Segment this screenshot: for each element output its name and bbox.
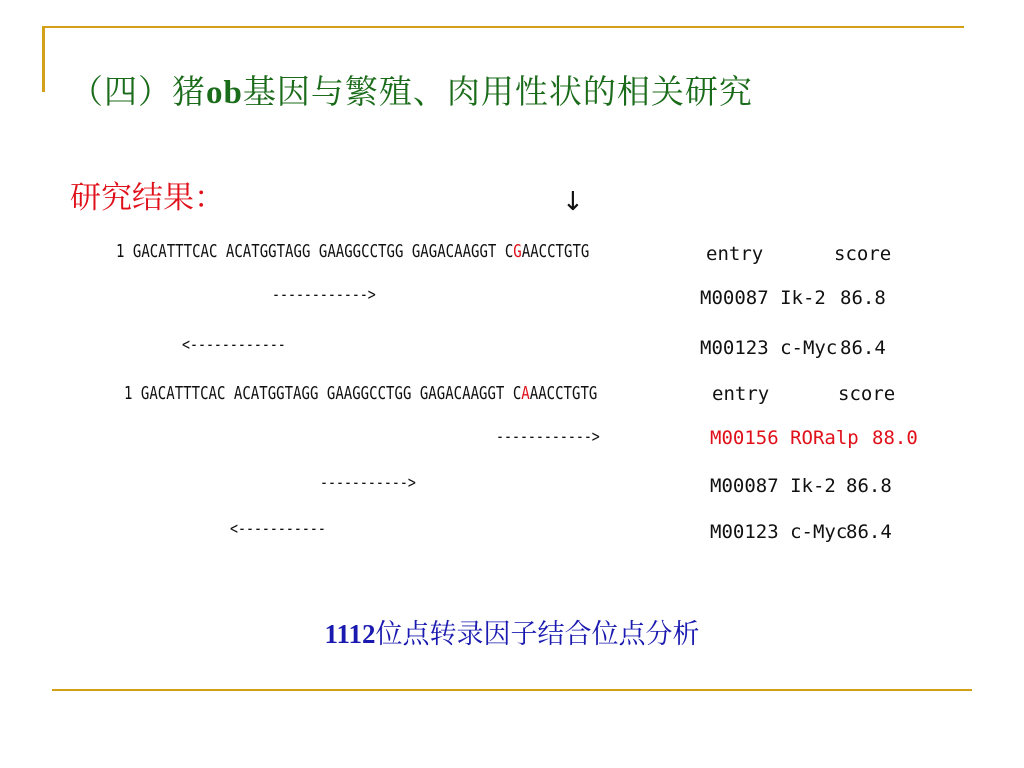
row-entry: M00123 c-Myc [700, 337, 838, 359]
decorative-top-line [42, 26, 964, 28]
figure-caption [0, 612, 1024, 651]
row-entry: M00156 RORalp [710, 427, 859, 449]
caption-number: 1112 [324, 619, 376, 649]
binding-line-1-2: <------------ [182, 335, 286, 355]
title-prefix: （四）猪 [70, 72, 206, 111]
title-ob: ob [206, 75, 243, 111]
row-entry: M00087 Ik-2 [710, 475, 836, 497]
row-score: 86.8 [840, 287, 886, 309]
binding-line-2-3: <----------- [230, 519, 326, 539]
title-suffix: 基因与繁殖、肉用性状的相关研究 [242, 72, 753, 111]
row-entry: M00123 c-Myc [710, 521, 848, 543]
sequence-2-pre: 1 GACATTTCAC ACATGGTAGG GAAGGCCTGG GAGACAAGGT C [124, 383, 522, 404]
sequence-1-highlight: G [513, 241, 522, 262]
binding-line-2-1: ------------> [496, 427, 600, 447]
sequence-1-pre: 1 GACATTTCAC ACATGGTAGG GAAGGCCTGG GAGACAAGGT C [116, 241, 514, 262]
sequence-1 [116, 241, 589, 262]
binding-line-1-1: ------------> [272, 285, 376, 305]
decorative-bottom-line [52, 689, 972, 691]
row-score: 86.8 [846, 475, 892, 497]
row-score: 86.4 [846, 521, 892, 543]
binding-site-figure [110, 185, 918, 555]
sequence-1-post: AACCTGTG [521, 241, 590, 262]
header-score-2: score [838, 383, 896, 405]
caption-text: 位点转录因子结合位点分析 [375, 619, 700, 650]
mutation-arrow-icon: ↓ [562, 187, 584, 217]
decorative-vertical-line [42, 26, 45, 92]
row-score: 88.0 [872, 427, 918, 449]
row-score: 86.4 [840, 337, 886, 359]
section-subtitle: 研究结果： [70, 180, 225, 216]
sequence-2-highlight: A [521, 383, 530, 404]
sequence-2 [124, 383, 597, 404]
binding-line-2-2: -----------> [320, 473, 416, 493]
sequence-2-post: AACCTGTG [529, 383, 598, 404]
row-entry: M00087 Ik-2 [700, 287, 826, 309]
header-entry-2: entry [712, 383, 770, 405]
header-score-1: score [834, 243, 892, 265]
slide-title [70, 66, 753, 113]
header-entry-1: entry [706, 243, 764, 265]
